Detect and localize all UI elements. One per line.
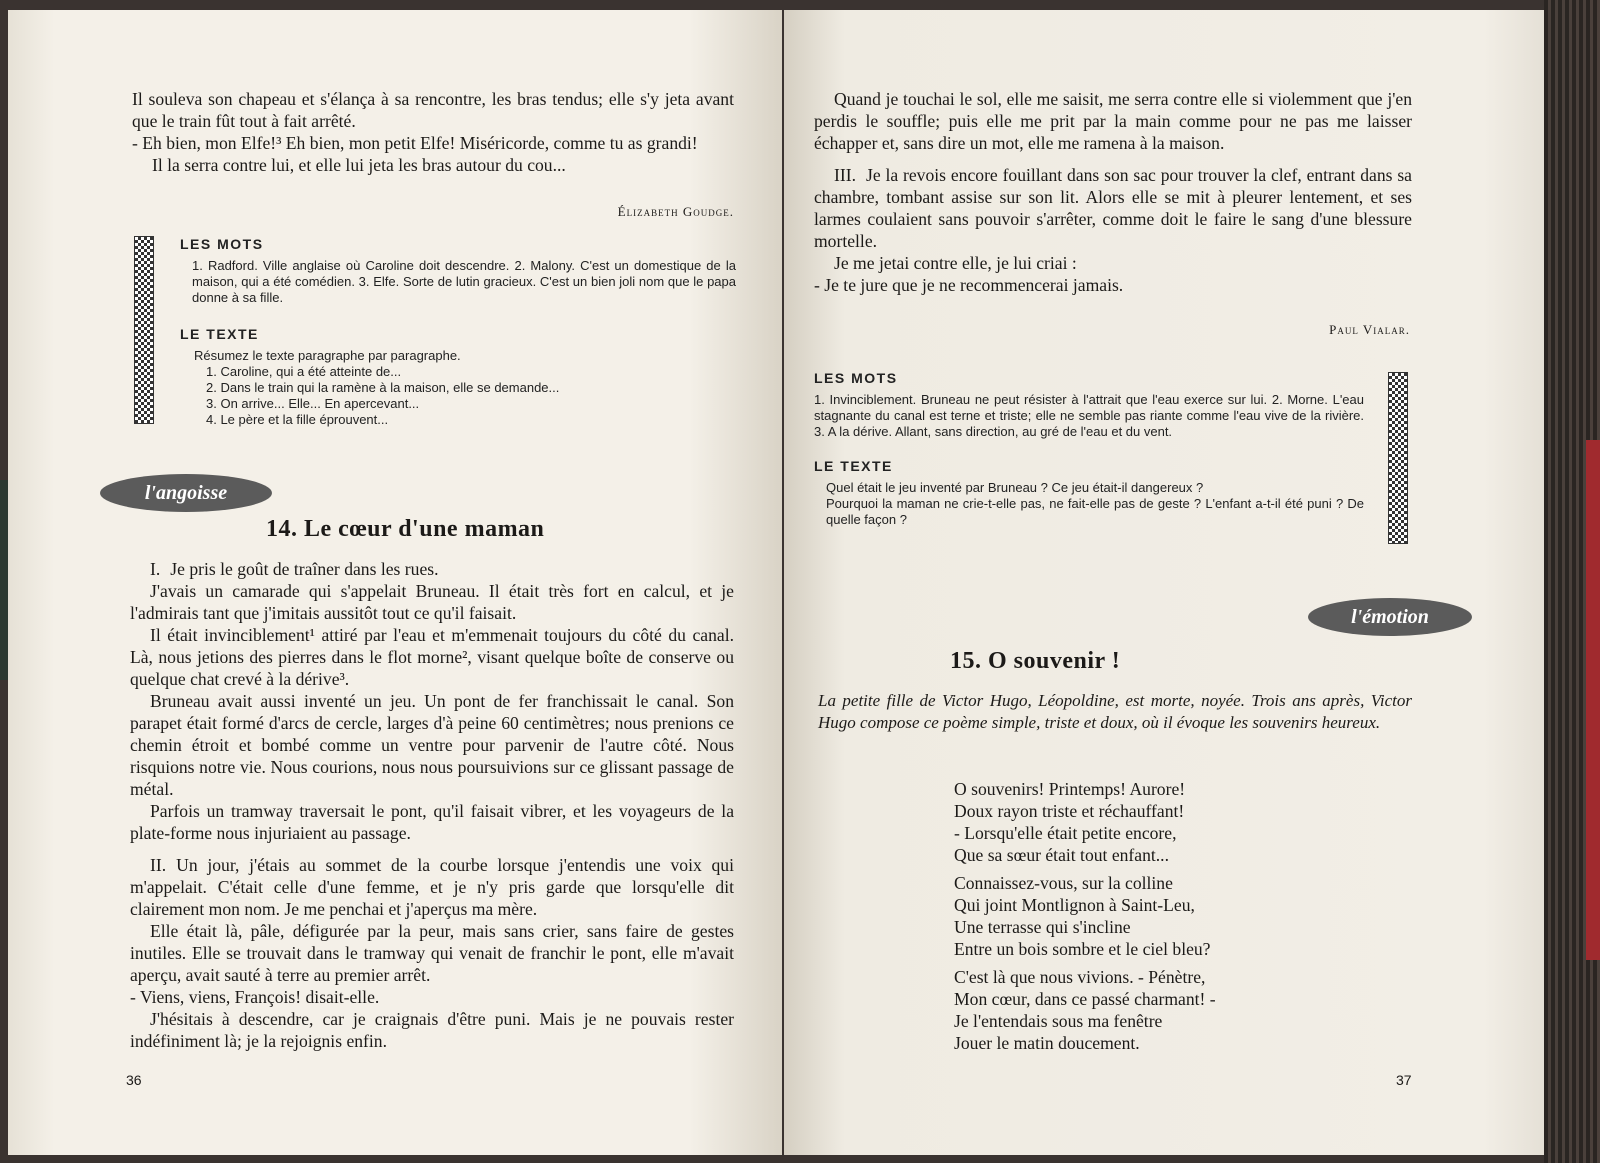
paragraph: Il souleva son chapeau et s'élança à sa rencontre, les bras tendus; elle s'y jeta avant que le train fût tout à fait arrêté. xyxy=(132,89,734,131)
texte-heading: LE TEXTE xyxy=(180,326,259,342)
paragraph: Il la serra contre lui, et elle lui jeta les bras autour du cou... xyxy=(152,155,566,175)
poem-line: Mon cœur, dans ce passé charmant! - xyxy=(954,989,1216,1009)
left-body-text xyxy=(130,558,734,1052)
texte-item: 2. Dans le train qui la ramène à la maison, elle se demande... xyxy=(206,380,560,395)
poem-line: - Lorsqu'elle était petite encore, xyxy=(954,823,1177,843)
texte-item: 1. Caroline, qui a été atteinte de... xyxy=(206,364,402,379)
paragraph: - Eh bien, mon Elfe!³ Eh bien, mon petit Elfe! Miséricorde, comme tu as grandi! xyxy=(132,133,698,153)
paragraph: J'avais un camarade qui s'appelait Bruneau. Il était très fort en calcul, et je l'admirais tant que j'imitais aussitôt tout ce qu'il faisait. xyxy=(130,581,734,623)
poem-stanza xyxy=(954,872,1374,960)
paragraph: - Viens, viens, François! disait-elle. xyxy=(130,987,380,1007)
texte-heading: LE TEXTE xyxy=(814,458,893,474)
paragraph: Il était invinciblement¹ attiré par l'eau et m'emmenait toujours du côté du canal. Là, nous jetions des pierres dans le flot morne², visant quelque boîte de conserve ou quelque chat crevé à la dérive³. xyxy=(130,625,734,689)
poem-line: Jouer le matin doucement. xyxy=(954,1033,1140,1053)
poem-line: Que sa sœur était tout enfant... xyxy=(954,845,1169,865)
paragraph: Je me jetai contre elle, je lui criai : xyxy=(834,253,1077,273)
texte-question: Pourquoi la maman ne crie-t-elle pas, ne fait-elle pas de geste ? L'enfant a-t-il été puni ? De quelle façon ? xyxy=(826,496,1364,527)
poem xyxy=(954,778,1374,1060)
checker-border xyxy=(1388,372,1408,544)
mots-box-right xyxy=(814,370,1364,528)
chapter-title-14: 14. Le cœur d'une maman xyxy=(266,516,545,542)
paragraph: Bruneau avait aussi inventé un jeu. Un pont de fer franchissait le canal. Son parapet était formé d'arcs de cercle, larges d'à peine 60 centimètres; nous prenions ce chemin étroit et bombé comme un ventre pour parvenir de l'autre côté. Nous risquions notre vie. Nous courions, nous nous poursuivions sur ce glissant passage de métal. xyxy=(130,691,734,799)
poem-line: Doux rayon triste et réchauffant! xyxy=(954,801,1185,821)
paragraph: - Je te jure que je ne recommencerai jamais. xyxy=(814,275,1124,295)
mots-heading: LES MOTS xyxy=(814,370,898,386)
right-top-text xyxy=(814,88,1412,296)
poem-line: Qui joint Montlignon à Saint-Leu, xyxy=(954,895,1195,915)
left-background-strip xyxy=(0,480,8,680)
author-vialar: Paul Vialar. xyxy=(1329,322,1410,337)
paragraph: Parfois un tramway traversait le pont, qu'il faisait vibrer, et les voyageurs de la plate-forme nous injuriaient au passage. xyxy=(130,801,734,843)
paragraph: Un jour, j'étais au sommet de la courbe lorsque j'entendis une voix qui m'appelait. C'était celle d'une femme, et je n'y pris garde que lorsqu'elle dit clairement mon nom. Je me penchai et j'aperçus ma mère. xyxy=(130,855,734,919)
poem-line: C'est là que nous vivions. - Pénètre, xyxy=(954,967,1206,987)
poem-stanza xyxy=(954,966,1374,1054)
paragraph: J'hésitais à descendre, car je craignais d'être puni. Mais je ne pouvais rester indéfiniment là; je la rejoignis enfin. xyxy=(130,1009,734,1051)
page-number-36: 36 xyxy=(126,1072,142,1088)
left-page xyxy=(8,10,782,1155)
poem-line: Connaissez-vous, sur la colline xyxy=(954,873,1173,893)
theme-label-angoisse: l'angoisse xyxy=(100,474,272,512)
checker-border xyxy=(134,236,154,424)
section-numeral: III. xyxy=(834,165,856,185)
texte-question: Quel était le jeu inventé par Bruneau ? Ce jeu était-il dangereux ? xyxy=(826,480,1204,495)
red-bookmark xyxy=(1586,440,1600,960)
right-page xyxy=(784,10,1544,1155)
poem-intro: La petite fille de Victor Hugo, Léopoldine, est morte, noyée. Trois ans après, Victor Hugo compose ce poème simple, triste et doux, où il évoque les souvenirs heureux. xyxy=(818,691,1412,732)
mots-text: 1. Invinciblement. Bruneau ne peut résister à l'attrait que l'eau exerce sur lui. 2. Morne. L'eau stagnante du canal est terne et triste; elle ne semble pas riante comme l'eau vive de la rivière. 3. A la dérive. Allant, sans direction, au gré de l'eau et du vent. xyxy=(814,392,1364,439)
texte-item: 4. Le père et la fille éprouvent... xyxy=(206,412,389,427)
left-top-text xyxy=(132,88,734,176)
mots-box-left xyxy=(180,236,736,428)
paragraph: Elle était là, pâle, défigurée par la peur, mais sans crier, sans faire de gestes inutiles. Elle se trouvait dans le tramway qui venait de franchir le pont, elle m'avait aperçu, avait sauté à terre au premier arrêt. xyxy=(130,921,734,985)
poem-stanza xyxy=(954,778,1374,866)
chapter-title-15: 15. O souvenir ! xyxy=(950,648,1121,674)
paragraph: Je la revois encore fouillant dans son sac pour trouver la clef, entrant dans sa chambre, tombant assise sur son lit. Alors elle se mit à pleurer lentement, et ses larmes coulaient sans pouvoir s'arrêter, comme doit le faire le sang d'une blessure mortelle. xyxy=(814,165,1412,251)
texte-intro: Résumez le texte paragraphe par paragraphe. xyxy=(194,348,461,363)
page-number-37: 37 xyxy=(1396,1072,1412,1088)
poem-line: Je l'entendais sous ma fenêtre xyxy=(954,1011,1163,1031)
poem-line: Entre un bois sombre et le ciel bleu? xyxy=(954,939,1211,959)
poem-line: Une terrasse qui s'incline xyxy=(954,917,1131,937)
mots-heading: LES MOTS xyxy=(180,236,264,252)
mots-text: 1. Radford. Ville anglaise où Caroline doit descendre. 2. Malony. C'est un domestique de la maison, qui a été comédien. 3. Elfe. Sorte de lutin gracieux. C'est un bien joli nom que le papa donne à sa fille. xyxy=(192,258,736,305)
section-numeral: I. xyxy=(150,559,161,579)
paragraph: Je pris le goût de traîner dans les rues. xyxy=(170,559,439,579)
theme-label-emotion: l'émotion xyxy=(1308,598,1472,636)
section-numeral: II. xyxy=(150,855,167,875)
paragraph: Quand je touchai le sol, elle me saisit, me serra contre elle si violemment que j'en perdis le souffle; puis elle me prit par la main comme pour ne pas me laisser échapper et, sans dire un mot, elle me ramena à la maison. xyxy=(814,89,1412,153)
author-goudge: Élizabeth Goudge. xyxy=(617,204,734,219)
poem-line: O souvenirs! Printemps! Aurore! xyxy=(954,779,1186,799)
texte-item: 3. On arrive... Elle... En apercevant... xyxy=(206,396,420,411)
